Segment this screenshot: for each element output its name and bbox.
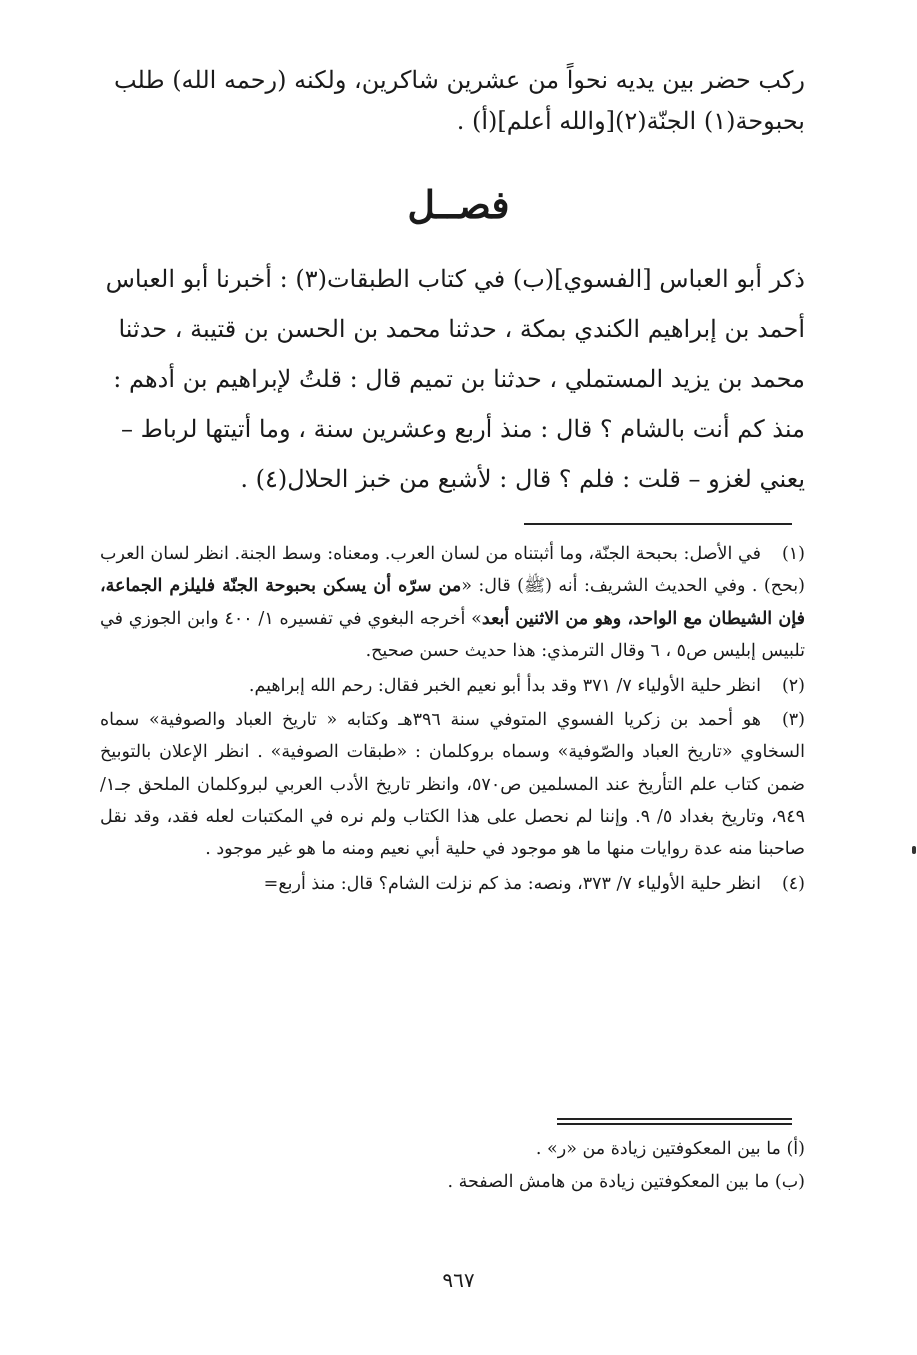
variants-divider-top — [557, 1118, 792, 1120]
section-heading: فصــل — [407, 182, 510, 227]
hadith-text: من سرّه أن يسكن بحبوحة الجنّة فليلزم الجماعة، فإن الشيطان مع الواحد، وهو من الاثنين أبعد — [100, 576, 805, 629]
footnote-text: هو أحمد بن زكريا الفسوي المتوفي سنة ٣٩٦هـ وكتابه « تاريخ العباد والصوفية» سماه السخاوي «تاريخ العباد والصّوفية» وسماه بروكلمان : «طبقات الصوفية» . انظر الإعلان بالتوبيخ ضمن كتاب علم التأريخ عند المسلمين ص٥٧٠، وانظر تاريخ الأدب العربي لبروكلمان الملحق جـ١/ ٩٤٩، وتاريخ بغداد ٥/ ٩. وإننا لم نحصل على هذا الكتاب ولم نره في المكتبات لعله فقد، وقد نقل صاحبنا منه عدة روايات منها ما هو موجود في حلية أبي نعيم ومنه ما هو غير موجود . — [100, 709, 805, 860]
body-line-2: أحمد بن إبراهيم الكندي بمكة ، حدثنا محمد بن الحسن بن قتيبة ، حدثنا — [118, 314, 805, 343]
page-number: ٩٦٧ — [442, 1268, 475, 1292]
footnote-text: انظر حلية الأولياء ٧/ ٣٧١ وقد بدأ أبو نعيم الخبر فقال: رحم الله إبراهيم. — [248, 675, 761, 696]
footnote-text: في الأصل: بحبحة الجنّة، وما أثبتناه من لسان العرب. ومعناه: وسط الجنة. انظر لسان العرب (بحح) . وفي الحديث الشريف: أنه (ﷺ) قال: « — [100, 544, 805, 597]
variant-note-b: (ب) ما بين المعكوفتين زيادة من هامش الصفحة . — [447, 1172, 805, 1193]
body-line-4: منذ كم أنت بالشام ؟ قال : منذ أربع وعشرين سنة ، وما أتيتها لرباط – — [121, 414, 805, 443]
body-paragraph — [100, 255, 805, 505]
footnote-number: (٢) — [781, 675, 805, 696]
footnote-number: (٣) — [781, 709, 805, 730]
footnote-divider — [524, 523, 792, 525]
footnote-number: (٤) — [781, 873, 805, 894]
footnote-2 — [100, 670, 805, 702]
intro-line-2: بحبوحة(١) الجنّة(٢)[والله أعلم](أ) . — [456, 106, 805, 135]
footnote-4 — [100, 868, 805, 900]
footnote-text: انظر حلية الأولياء ٧/ ٣٧٣، ونصه: مذ كم نزلت الشام؟ قال: منذ أربع= — [263, 873, 761, 894]
body-line-1: ذكر أبو العباس [الفسوي](ب) في كتاب الطبقات(٣) : أخبرنا أبو العباس — [105, 265, 805, 293]
footnote-text-cont: » أخرجه البغوي في تفسيره ١/ ٤٠٠ وابن الجوزي في تلبيس إبليس ص٥ ، ٦ وقال الترمذي: هذا حديث حسن صحيح. — [100, 608, 805, 662]
scan-speck — [912, 846, 916, 854]
footnote-3 — [100, 704, 805, 866]
variant-note-a: (أ) ما بين المعكوفتين زيادة من «ر» . — [535, 1139, 805, 1159]
footnote-1 — [100, 538, 805, 668]
body-line-3: محمد بن يزيد المستملي ، حدثنا بن تميم قال : قلتُ لإبراهيم بن أدهم : — [113, 364, 805, 393]
variant-notes — [100, 1133, 805, 1200]
intro-paragraph — [100, 60, 805, 142]
variants-divider-bottom — [557, 1123, 792, 1125]
intro-line-1: ركب حضر بين يديه نحواً من عشرين شاكرين، ولكنه (رحمه الله) طلب — [113, 66, 805, 94]
footnotes — [100, 538, 805, 902]
body-line-5: يعني لغزو – قلت : فلم ؟ قال : لأشبع من خبز الحلال(٤) . — [240, 464, 805, 493]
footnote-number: (١) — [781, 544, 805, 564]
